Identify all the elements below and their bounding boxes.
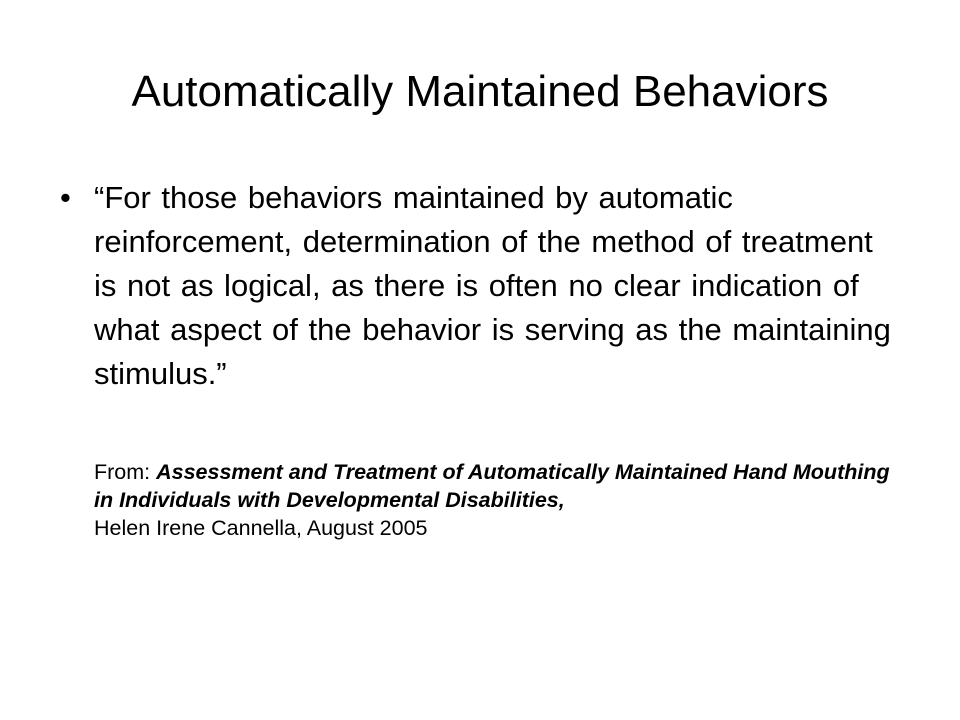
quote-text: “For those behaviors maintained by automatic reinforcement, determination of the method of treatment is not as logical, as there is often no clear indication of what aspect of the behavior is serving as the maintaining stimulus.” bbox=[94, 180, 891, 391]
citation bbox=[94, 458, 914, 542]
citation-author-date: Helen Irene Cannella, August 2005 bbox=[94, 516, 428, 540]
bullet-marker: • bbox=[60, 180, 71, 215]
slide-title: Automatically Maintained Behaviors bbox=[131, 67, 829, 116]
citation-prefix: From: bbox=[94, 460, 157, 484]
citation-work-title: Assessment and Treatment of Automatically Maintained Hand Mouthing in Individuals with Developmental Disabilities, bbox=[94, 460, 890, 512]
